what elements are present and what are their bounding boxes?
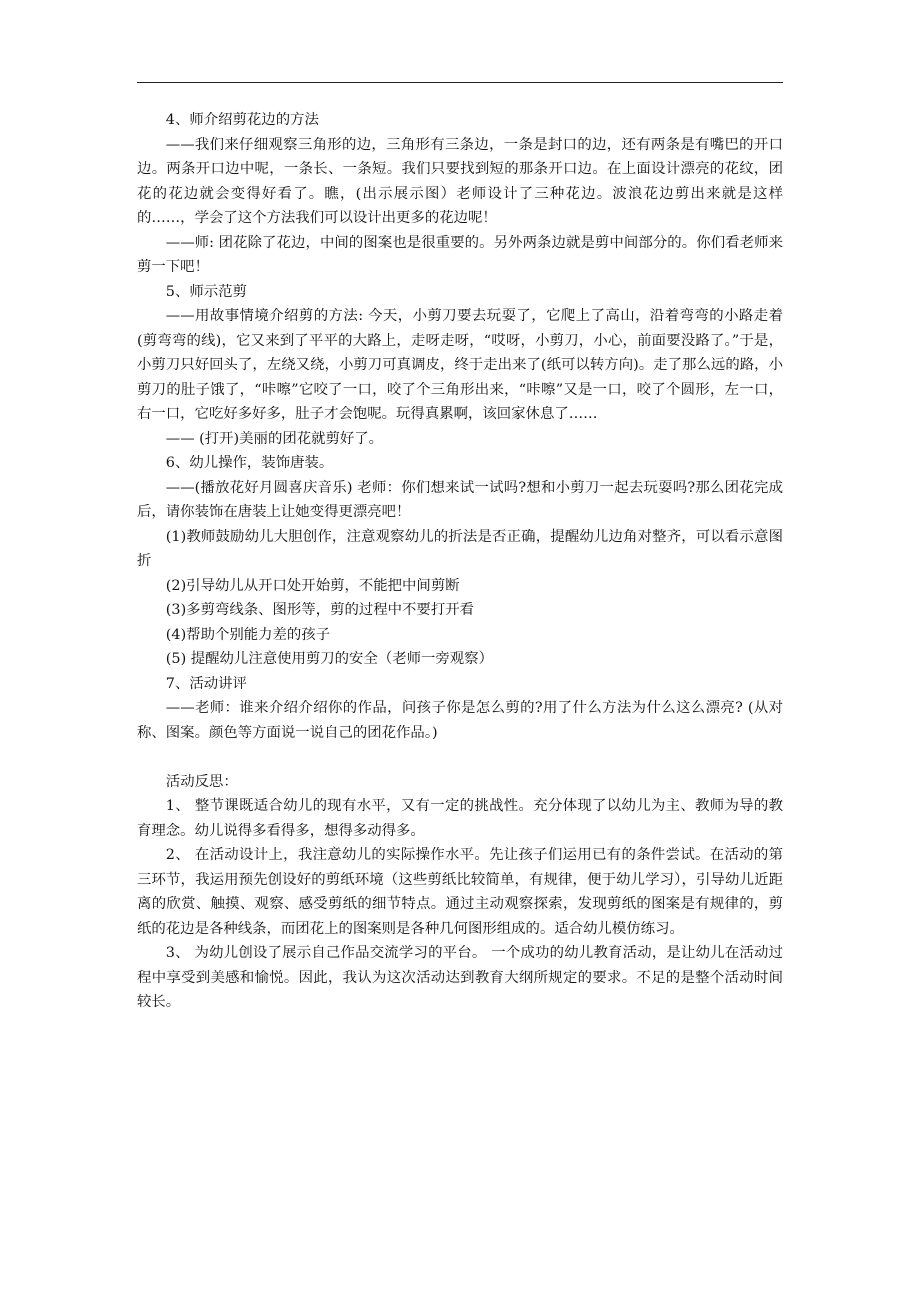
document-body (137, 108, 783, 1015)
step-4-heading: 4、师介绍剪花边的方法 (165, 112, 319, 128)
step-5-heading: 5、师示范剪 (165, 283, 247, 300)
paragraph: ——用故事情境介绍剪的方法: 今天，小剪刀要去玩耍了，它爬上了高山，沿着弯弯的小路走着(剪弯弯的线)，它又来到了平平的大路上，走呀走呀，“哎呀，小剪刀，小心，前面要没路了。”于是，小剪刀只好回头了，左绕又绕，小剪刀可真调皮，终于走出来了(纸可以转方向)。走了那么远的路，小剪刀的肚子饿了，“咔嚓”它咬了一口，咬了个三角形出来，“咔嚓”又是一口，咬了个圆形，左一口，右一口，它吃好多好多，肚子才会饱呢。玩得真累啊，该回家休息了…… (137, 308, 783, 422)
paragraph: ——老师：谁来介绍介绍你的作品，问孩子你是怎么剪的?用了什么方法为什么这么漂亮? (从对称、图案。颜色等方面说一说自己的团花作品。) (137, 700, 783, 741)
paragraph: —— (打开)美丽的团花就剪好了。 (165, 430, 384, 447)
paragraph: ——师: 团花除了花边，中间的图案也是很重要的。另外两条边就是剪中间部分的。你们看老师来剪一下吧！ (137, 234, 783, 275)
reflection-item: 3、 为幼儿创设了展示自己作品交流学习的平台。 一个成功的幼儿教育活动，是让幼儿在活动过程中享受到美感和愉悦。因此，我认为这次活动达到教育大纲所规定的要求。不足的是整个活动时间较长。 (137, 945, 783, 1010)
reflection-heading: 活动反思： (165, 773, 238, 790)
reflection-item: 1、 整节课既适合幼儿的现有水平，又有一定的挑战性。充分体现了以幼儿为主、教师为导的教育理念。幼儿说得多看得多，想得多动得多。 (137, 798, 783, 839)
header-rule (137, 82, 783, 83)
list-item: (2)引导幼儿从开口处开始剪，不能把中间剪断 (165, 577, 460, 594)
step-7-heading: 7、活动讲评 (165, 675, 247, 692)
list-item: (4)帮助个别能力差的孩子 (165, 626, 331, 643)
blank-line (137, 745, 783, 770)
list-item: (3)多剪弯线条、图形等，剪的过程中不要打开看 (165, 602, 474, 618)
list-item: (1)教师鼓励幼儿大胆创作，注意观察幼儿的折法是否正确，提醒幼儿边角对整齐，可以看示意图折 (137, 528, 783, 569)
paragraph: ——(播放花好月圆喜庆音乐) 老师：你们想来试一试吗?想和小剪刀一起去玩耍吗?那么团花完成后，请你装饰在唐装上让她变得更漂亮吧！ (137, 479, 783, 520)
step-6-heading: 6、幼儿操作，装饰唐装。 (165, 455, 334, 471)
reflection-item: 2、 在活动设计上，我注意幼儿的实际操作水平。先让孩子们运用已有的条件尝试。在活动的第三环节，我运用预先创设好的剪纸环境（这些剪纸比较简单，有规律，便于幼儿学习），引导幼儿近距离的欣赏、触摸、观察、感受剪纸的细节特点。通过主动观察探索，发现剪纸的图案是有规律的，剪纸的花边是各种线条，而团花上的图案则是各种几何图形组成的。适合幼儿模仿练习。 (137, 847, 783, 937)
paragraph: ——我们来仔细观察三角形的边，三角形有三条边，一条是封口的边，还有两条是有嘴巴的开口边。两条开口边中呢，一条长、一条短。我们只要找到短的那条开口边。在上面设计漂亮的花纹，团花的花边就会变得好看了。瞧，(出示展示图）老师设计了三种花边。波浪花边剪出来就是这样的……，学会了这个方法我们可以设计出更多的花边呢！ (137, 136, 783, 226)
list-item: (5) 提醒幼儿注意使用剪刀的安全（老师一旁观察） (165, 651, 493, 667)
